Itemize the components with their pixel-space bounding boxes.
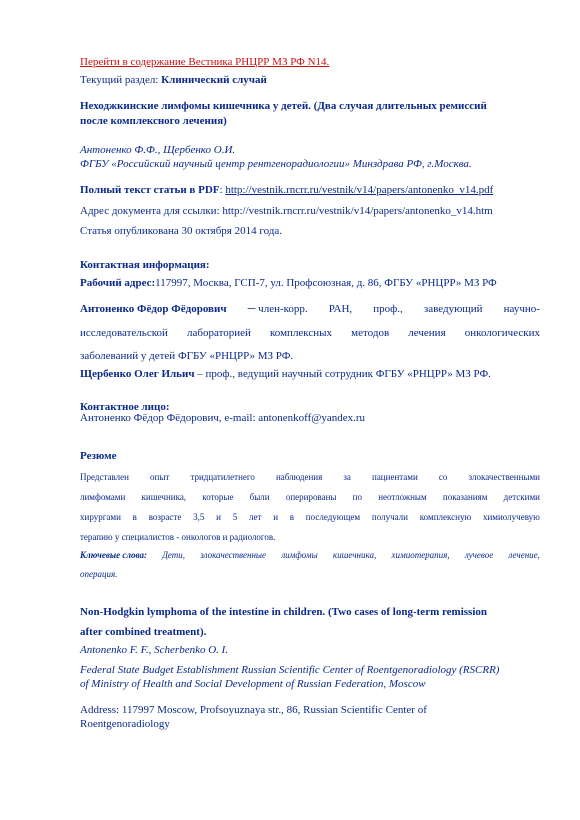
abstract-line2 [80,491,540,503]
person1-line2 [80,327,540,340]
article-title-line1: Неходжкинские лимфомы кишечника у детей. (Два случая длительных ремиссий [80,100,487,112]
word: последующем [305,512,361,522]
word: хирургами [80,512,121,522]
word: лечения [408,327,446,339]
abstract-line3 [80,511,540,523]
pdf-line: Полный текст статьи в PDF: http://vestnik.rncrr.ru/vestnik/v14/papers/antonenko_v14.pdf [80,184,494,196]
section-value: Клинический случай [161,74,267,86]
english-affiliation-line2: of Ministry of Health and Social Development of Russian Federation, Moscow [80,678,426,690]
word: получали [371,512,408,522]
word: в [289,512,295,522]
person2-role: – проф., ведущий научный сотрудник ФГБУ «РНЦРР» МЗ РФ. [194,368,491,380]
word: лабораторией [187,327,251,339]
english-affiliation-line1: Federal State Budget Establishment Russian Scientific Center of Roentgenoradiology (RSCRR) [80,664,500,676]
person2 [80,368,491,381]
keywords-line2: операция. [80,569,118,579]
pdf-label: Полный текст статьи в PDF [80,184,220,196]
article-affiliation: ФГБУ «Российский научный центр рентгенорадиологии» Минздрава РФ, г.Москва. [80,158,472,170]
work-address-value: 117997, Москва, ГСП-7, ул. Профсоюзная, д. 86, ФГБУ «РНЦРР» МЗ РФ [155,277,497,289]
word: со [438,472,448,482]
abstract-line1 [80,471,540,483]
word: 3,5 [193,512,205,522]
word: Дети, [162,550,186,560]
word: онкологических [464,327,540,339]
word: 5 [232,512,238,522]
person1-line1 [80,303,540,316]
section-label: Текущий раздел: [80,74,162,86]
word: проф., [373,303,403,315]
contact-person-heading: Контактное лицо: [80,401,170,413]
word: были [249,492,270,502]
word: в [132,512,137,522]
toc-link[interactable]: Перейти в содержание Вестника РНЦРР МЗ РФ N14. [80,56,330,68]
keywords-label: Ключевые слова: [80,550,147,560]
word: злокачественными [468,472,540,482]
contacts-heading: Контактная информация: [80,259,210,271]
word: ─ член-корр. [247,303,308,315]
word: кишечника, [332,550,377,560]
work-address-label: Рабочий адрес: [80,277,156,289]
word: неотложным [378,492,427,502]
word: тридцатилетнего [190,472,255,482]
abstract-heading: Резюме [80,450,117,462]
word: и [273,512,279,522]
english-address-line2: Roentgenoradiology [80,718,170,730]
word: за [343,472,351,482]
word: детскими [503,492,540,502]
article-authors: Антоненко Ф.Ф., Щербенко О.И. [80,144,236,156]
word: лет [249,512,262,522]
word: по [352,492,362,502]
word: научно- [503,303,540,315]
word: Представлен [80,472,129,482]
word: РАН, [328,303,353,315]
work-address [80,277,497,290]
reference-address: Адрес документа для ссылки: http://vestnik.rncrr.ru/vestnik/v14/papers/antonenko_v14.htm [80,205,493,217]
word: химиотерапия, [391,550,450,560]
word: комплексных [270,327,333,339]
word: и [216,512,221,522]
word: лимфомы [281,550,318,560]
english-address-line1: Address: 117997 Moscow, Profsoyuznaya str., 86, Russian Scientific Center of [80,704,427,716]
word: кишечника, [141,492,187,502]
english-title-line1: Non-Hodgkin lymphoma of the intestine in children. (Two cases of long-term remission [80,606,488,618]
word: наблюдения [275,472,323,482]
pdf-link[interactable]: http://vestnik.rncrr.ru/vestnik/v14/papers/antonenko_v14.pdf [225,184,494,196]
current-section [80,74,267,87]
published-date: Статья опубликована 30 октября 2014 года. [80,225,283,237]
word: химиолучевую [482,512,540,522]
word: лучевое [464,550,494,560]
word: оперированы [285,492,337,502]
word: показаниям [442,492,488,502]
word: злокачественные [200,550,267,560]
abstract-line4: терапию у специалистов - онкологов и радиологов. [80,532,276,542]
word: лечение, [508,550,540,560]
word: пациентами [372,472,418,482]
person1-line3: заболеваний у детей ФГБУ «РНЦРР» МЗ РФ. [80,350,294,362]
word: опыт [150,472,170,482]
word: методов [351,327,390,339]
english-title-line2: after combined treatment). [80,626,207,638]
keywords-line1 [80,549,540,561]
word: комплексную [419,512,472,522]
word: лимфомами [80,492,126,502]
word: исследовательской [80,327,168,339]
person1-name: Антоненко Фёдор Фёдорович [80,303,227,315]
word: которые [202,492,234,502]
english-authors: Antonenko F. F., Scherbenko O. I. [80,644,229,656]
contact-person-value: Антоненко Фёдор Фёдорович, e-mail: antonenkoff@yandex.ru [80,412,366,424]
person2-name: Щербенко Олег Ильич [80,368,195,380]
word: возрасте [148,512,182,522]
article-title-line2: после комплексного лечения) [80,115,227,127]
word: заведующий [423,303,483,315]
